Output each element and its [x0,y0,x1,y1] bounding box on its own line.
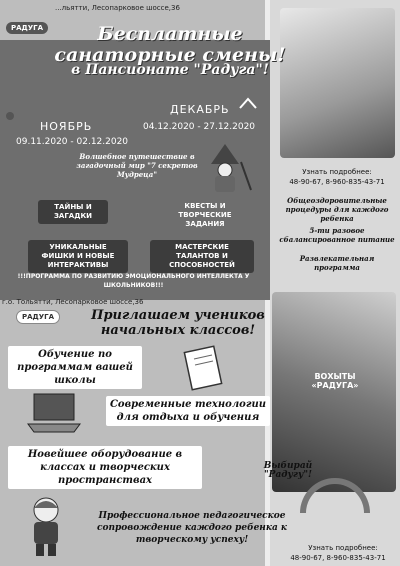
schoolboy-icon [24,494,68,560]
entertainment-text: Развлекательная программа [299,254,375,272]
procedures-text: Общеоздоровительные процедуры для каждого ребенка [285,196,389,223]
feature-tech: Современные технологии для отдыха и обучения [106,396,270,426]
chevron-up-icon [238,96,258,110]
contact-label-bottom: Узнать подробнее: [308,544,378,552]
journey-text: Волшебное путешествие в загадочный мир "7 секретов Мудреца" [76,152,198,179]
headline: Бесплатные санаторные смены! [54,23,286,66]
november-dates: 09.11.2020 - 02.12.2020 [16,137,129,147]
feature-support: Профессиональное педагогическое сопровождение каждого ребенка к творческому успеху! [96,511,288,545]
unique-pill: УНИКАЛЬНЫЕ ФИШКИ И НОВЫЕ ИНТЕРАКТИВЫ [28,240,128,273]
shirt-text: ВОХЫТЫ «РАДУГА» [311,372,359,390]
logo-mid: РАДУГА [16,310,60,324]
phones-right: 48-90-67, 8-960-835-43-71 [289,178,385,186]
program-note: !!!ПРОГРАММА ПО РАЗВИТИЮ ЭМОЦИОНАЛЬНОГО ИНТЕЛЛЕКТА У ШКОЛЬНИКОВ!!! [17,273,250,289]
december-dates: 04.12.2020 - 27.12.2020 [143,122,256,132]
address-top: ...льятти, Лесопарковое шоссе,36 [55,4,180,12]
dot-decoration [6,112,14,120]
november-label: НОЯБРЬ [40,120,93,133]
notebook-icon [182,345,228,391]
wizard-icon [205,142,257,194]
feature-equipment: Новейшее оборудование в классах и творческих пространствах [8,446,202,489]
invite-text: Приглашаем учеников начальных классов! [91,308,265,338]
contact-label-right: Узнать подробнее: [302,168,372,176]
meals-text: 5-ти разовое сбалансированное питание [279,226,395,244]
workshops-pill: МАСТЕРСКИЕ ТАЛАНТОВ И СПОСОБНОСТЕЙ [150,240,254,273]
phones-bottom: 48-90-67, 8-960-835-43-71 [290,554,386,562]
feature-school: Обучение по программам вашей школы [8,346,142,389]
december-label: ДЕКАБРЬ [170,103,230,116]
address-mid: г.о. Тольятти, Лесопарковое шоссе,36 [2,298,144,306]
mysteries-pill: ТАЙНЫ И ЗАГАДКИ [38,200,108,224]
quests-text: КВЕСТЫ И ТВОРЧЕСКИЕ ЗАДАНИЯ [178,202,232,228]
subheadline: в Пансионате "Радуга"! [71,62,269,78]
logo-top: РАДУГА [6,22,48,34]
laptop-icon [26,390,82,434]
choose-text: Выбирай "Радугу"! [263,461,313,480]
